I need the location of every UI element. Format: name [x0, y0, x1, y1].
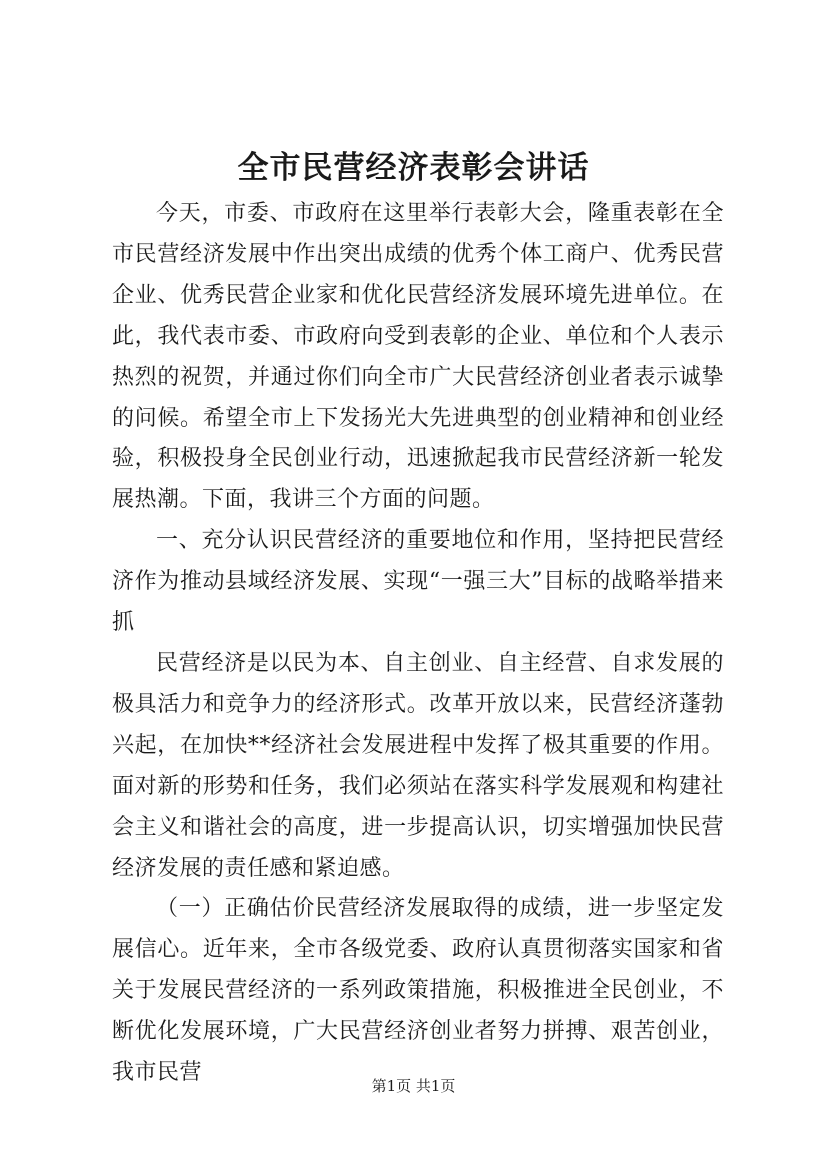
- section-heading-one: 一、充分认识民营经济的重要地位和作用，坚持把民营经济作为推动县域经济发展、实现“一强三大”目标的战略举措来抓: [112, 528, 724, 636]
- document-body: [112, 194, 724, 1094]
- page-footer: 第1页 共1页: [371, 1077, 456, 1095]
- paragraph-private-economy: 民营经济是以民为本、自主创业、自主经营、自求发展的极具活力和竞争力的经济形式。改革开放以来，民营经济蓬勃兴起，在加快**经济社会发展进程中发挥了极其重要的作用。面对新的形势和任务，我们必须站在落实科学发展观和构建社会主义和谐社会的高度，进一步提高认识，切实增强加快民营经济发展的责任感和紧迫感。: [112, 650, 724, 881]
- paragraph-subsection-one: （一）正确估价民营经济发展取得的成绩，进一步坚定发展信心。近年来，全市各级党委、政府认真贯彻落实国家和省关于发展民营经济的一系列政策措施，积极推进全民创业，不断优化发展环境，广大民营经济创业者努力拼搏、艰苦创业，我市民营: [112, 896, 724, 1086]
- document-title: 全市民营经济表彰会讲话: [237, 150, 590, 186]
- paragraph-intro: 今天，市委、市政府在这里举行表彰大会，隆重表彰在全市民营经济发展中作出突出成绩的优秀个体工商户、优秀民营企业、优秀民营企业家和优化民营经济发展环境先进单位。在此，我代表市委、市政府向受到表彰的企业、单位和个人表示热烈的祝贺，并通过你们向全市广大民营经济创业者表示诚挚的问候。希望全市上下发扬光大先进典型的创业精神和创业经验，积极投身全民创业行动，迅速掀起我市民营经济新一轮发展热潮。下面，我讲三个方面的问题。: [112, 201, 724, 513]
